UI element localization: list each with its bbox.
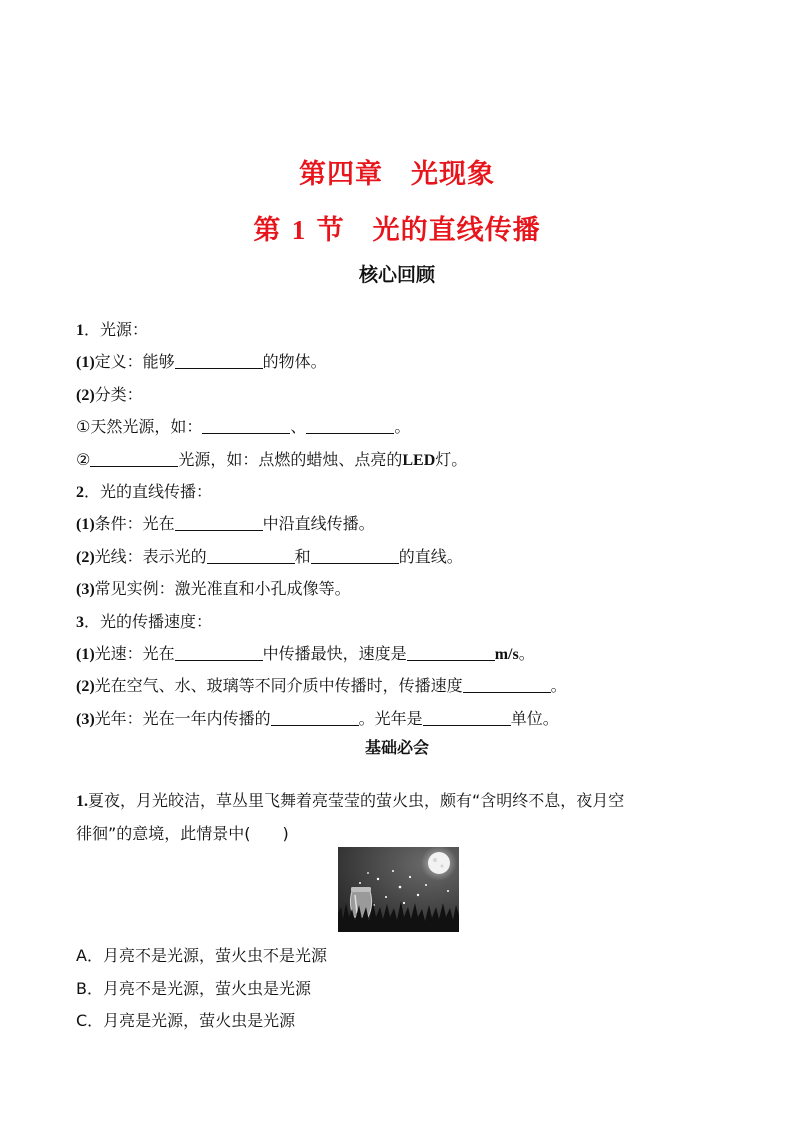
option-a[interactable]: A．月亮不是光源，萤火虫不是光源 [76, 946, 327, 965]
question-1 [76, 785, 736, 850]
option-b[interactable]: B．月亮不是光源，萤火虫是光源 [76, 978, 311, 998]
section-prefix: 第 [253, 215, 282, 246]
review-line: (3)常见实例：激光准直和小孔成像等。 [76, 579, 351, 599]
review-line: (1)光速：光在 中传播最快，速度是 m/s。 [76, 643, 535, 663]
jar-icon [350, 887, 371, 917]
review-line: (1)定义：能够 的物体。 [76, 352, 327, 372]
fill-blank[interactable] [207, 547, 295, 564]
fill-blank[interactable] [306, 417, 394, 434]
fill-blank[interactable] [202, 417, 290, 434]
review-line: (2)分类： [76, 384, 143, 404]
fill-blank[interactable] [175, 352, 263, 369]
review-line: (1)条件：光在 中沿直线传播。 [76, 514, 375, 534]
fill-blank[interactable] [90, 450, 178, 467]
fill-blank[interactable] [271, 709, 359, 726]
fill-blank[interactable] [175, 644, 263, 661]
firefly-night-illustration [338, 847, 459, 932]
review-line: ①天然光源，如： 、 。 [76, 417, 411, 437]
review-line: ② 光源，如：点燃的蜡烛、点亮的LED灯。 [76, 449, 468, 469]
question-number: 1. [76, 793, 88, 810]
section-suffix: 节 光的直线传播 [316, 215, 541, 246]
question-text-line2: 徘徊”的意境，此情景中( ) [76, 824, 289, 843]
core-review-heading: 核心回顾 [358, 264, 435, 286]
fill-blank[interactable] [175, 514, 263, 531]
section-title [0, 208, 794, 247]
review-line: (3)光年：光在一年内传播的 。光年是 单位。 [76, 708, 559, 728]
core-review-list [76, 314, 726, 735]
review-line: (2)光在空气、水、玻璃等不同介质中传播时，传播速度 。 [76, 676, 567, 696]
review-line: 2．光的直线传播： [76, 481, 213, 501]
fill-blank[interactable] [407, 644, 495, 661]
review-line: 3．光的传播速度： [76, 611, 213, 631]
fill-blank[interactable] [463, 676, 551, 693]
fill-blank[interactable] [311, 547, 399, 564]
review-line: 1．光源： [76, 320, 149, 339]
review-line: (2)光线：表示光的 和 的直线。 [76, 546, 463, 566]
chapter-title: 第四章 光现象 [299, 159, 495, 190]
section-number: 1 [291, 215, 307, 245]
question-text-line1: 夏夜，月光皎洁，草丛里飞舞着亮莹莹的萤火虫，颇有“含明终不息，夜月空 [88, 791, 625, 810]
basic-heading: 基础必会 [364, 738, 429, 757]
moon-icon [428, 852, 450, 874]
fill-blank[interactable] [423, 709, 511, 726]
answer-options [76, 940, 327, 1038]
option-c[interactable]: C．月亮是光源，萤火虫是光源 [76, 1011, 296, 1030]
